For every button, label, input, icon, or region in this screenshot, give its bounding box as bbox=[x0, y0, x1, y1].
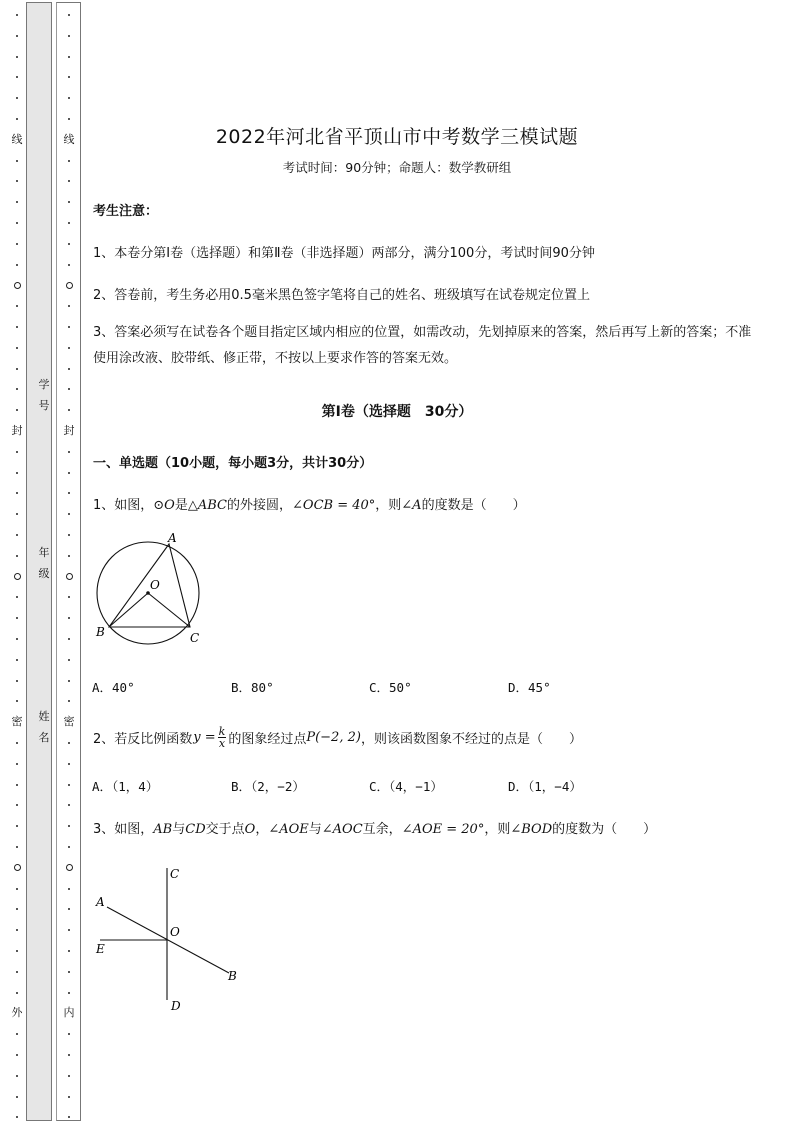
section-heading: 一、单选题（10小题，每小题3分，共计30分） bbox=[93, 456, 373, 471]
margin-circle-mark bbox=[66, 282, 73, 289]
margin-dot bbox=[68, 368, 70, 370]
q3-text-i: 与 bbox=[308, 822, 322, 837]
margin-dot bbox=[16, 243, 18, 245]
q1-label-b: B bbox=[96, 625, 105, 639]
q2-text-e: ，则该函数图象不经过的点是（ ） bbox=[360, 732, 582, 747]
margin-dot bbox=[16, 1075, 18, 1077]
q1-angle-a: ∠A bbox=[401, 498, 422, 513]
q1-label-a: A bbox=[168, 532, 177, 545]
margin-dot bbox=[16, 555, 18, 557]
margin-dot bbox=[16, 56, 18, 58]
margin-dot bbox=[16, 513, 18, 515]
q2-option-b[interactable]: B．（2，−2） bbox=[231, 779, 305, 794]
margin-dot bbox=[16, 472, 18, 474]
margin-dot bbox=[16, 222, 18, 224]
margin-dot bbox=[16, 201, 18, 203]
margin-dot bbox=[16, 992, 18, 994]
notice-item-3: 3、答案必须写在试卷各个题目指定区域内相应的位置，如需改动，先划掉原来的答案，然后再写上新的答案；不准使用涂改液、胶带纸、修正带，不按以上要求作答的答案无效。 bbox=[93, 325, 752, 366]
q3-text-o: 的度数为（ ） bbox=[552, 822, 657, 837]
margin-dot bbox=[16, 35, 18, 37]
margin-circle-mark bbox=[14, 282, 21, 289]
margin-dot bbox=[68, 763, 70, 765]
margin-dot bbox=[68, 472, 70, 474]
margin-dot bbox=[16, 180, 18, 182]
q3-point-o: O bbox=[244, 822, 256, 837]
margin-dot bbox=[16, 846, 18, 848]
field-student-number: 学号 bbox=[38, 378, 50, 412]
margin-circle-mark bbox=[14, 573, 21, 580]
margin-dot bbox=[68, 347, 70, 349]
margin-dot bbox=[68, 35, 70, 37]
question-1-stem bbox=[93, 494, 526, 513]
margin-dot bbox=[16, 908, 18, 910]
q1-text-i: 的度数是（ ） bbox=[421, 498, 526, 513]
margin-dot bbox=[68, 14, 70, 16]
q3-text-a: 3、如图， bbox=[93, 822, 154, 837]
notice-item-1: 1、本卷分第I卷（选择题）和第Ⅱ卷（非选择题）两部分，满分100分，考试时间90分钟 bbox=[93, 246, 595, 261]
q2-fraction bbox=[218, 726, 227, 749]
question-2-stem bbox=[93, 726, 582, 749]
q1-triangle: △ABC bbox=[187, 498, 227, 513]
q3-label-c: C bbox=[170, 867, 180, 881]
margin-dot bbox=[16, 1054, 18, 1056]
q2-option-d[interactable]: D．（1，−4） bbox=[508, 779, 582, 794]
q3-angle-aoc: ∠AOC bbox=[321, 822, 363, 837]
margin-dot bbox=[16, 950, 18, 952]
margin-dot bbox=[68, 56, 70, 58]
margin-dot bbox=[16, 347, 18, 349]
margin-dot bbox=[68, 846, 70, 848]
q1-text-c: 是 bbox=[174, 498, 188, 513]
margin-char-xian-right: 线 bbox=[63, 133, 75, 146]
margin-circle-mark bbox=[66, 573, 73, 580]
q1-segment-oc bbox=[148, 593, 190, 627]
margin-char-mi-left: 密 bbox=[11, 715, 23, 728]
q2-text-c: 的图象经过点 bbox=[228, 732, 307, 747]
margin-dot bbox=[16, 638, 18, 640]
margin-dot bbox=[16, 929, 18, 931]
q1-figure bbox=[88, 532, 218, 650]
margin-dot bbox=[68, 534, 70, 536]
margin-dot bbox=[68, 555, 70, 557]
q3-text-e: 交于点 bbox=[205, 822, 245, 837]
margin-char-nei: 内 bbox=[63, 1006, 75, 1019]
margin-dot bbox=[68, 243, 70, 245]
margin-dot bbox=[16, 888, 18, 890]
question-3-stem bbox=[93, 818, 656, 837]
page-title: 2022年河北省平顶山市中考数学三模试题 bbox=[215, 126, 579, 148]
q3-text-c: 与 bbox=[172, 822, 186, 837]
margin-circle-mark bbox=[66, 864, 73, 871]
margin-dot bbox=[16, 388, 18, 390]
q2-point-p: P(−2, 2) bbox=[306, 730, 361, 745]
margin-char-feng-right: 封 bbox=[63, 424, 75, 437]
exam-info: 考试时间：90分钟；命题人：数学教研组 bbox=[282, 160, 512, 175]
q1-text-e: 的外接圆， bbox=[227, 498, 293, 513]
q1-option-c[interactable]: C．50° bbox=[369, 680, 412, 695]
q2-option-a[interactable]: A．（1，4） bbox=[92, 779, 159, 794]
margin-dot bbox=[16, 368, 18, 370]
margin-dot bbox=[16, 492, 18, 494]
notice-heading: 考生注意： bbox=[93, 204, 159, 219]
margin-char-feng-left: 封 bbox=[11, 424, 23, 437]
margin-dot bbox=[16, 97, 18, 99]
margin-char-mi-right: 密 bbox=[63, 715, 75, 728]
q1-option-a[interactable]: A．40° bbox=[92, 680, 135, 695]
margin-dot bbox=[68, 659, 70, 661]
margin-dot bbox=[68, 118, 70, 120]
margin-char-wai: 外 bbox=[11, 1006, 23, 1019]
margin-dot bbox=[16, 1033, 18, 1035]
q1-segment-ob bbox=[109, 593, 148, 627]
margin-dot bbox=[68, 680, 70, 682]
q1-text-a: 1、如图， bbox=[93, 498, 154, 513]
margin-char-xian-left: 线 bbox=[11, 133, 23, 146]
margin-dot bbox=[68, 971, 70, 973]
margin-dot bbox=[16, 1096, 18, 1098]
q1-label-o: O bbox=[150, 578, 160, 592]
margin-dot bbox=[16, 825, 18, 827]
margin-dot bbox=[16, 763, 18, 765]
margin-dot bbox=[68, 1054, 70, 1056]
margin-dot bbox=[16, 784, 18, 786]
q1-angle-ocb: ∠OCB = 40° bbox=[292, 498, 376, 513]
q3-line-ab: AB bbox=[153, 822, 173, 837]
margin-dot bbox=[16, 326, 18, 328]
margin-dot bbox=[68, 638, 70, 640]
field-name: 姓名 bbox=[38, 710, 50, 744]
q1-option-d[interactable]: D．45° bbox=[508, 680, 551, 695]
margin-dot bbox=[16, 76, 18, 78]
margin-dot bbox=[16, 700, 18, 702]
q1-label-c: C bbox=[190, 631, 200, 645]
margin-dot bbox=[16, 742, 18, 744]
q2-text-a: 2、若反比例函数 bbox=[93, 732, 193, 747]
field-grade: 年级 bbox=[38, 546, 50, 580]
margin-dot bbox=[16, 680, 18, 682]
margin-dot bbox=[16, 451, 18, 453]
margin-dot bbox=[16, 118, 18, 120]
margin-dot bbox=[16, 264, 18, 266]
margin-dot bbox=[16, 534, 18, 536]
margin-circle-mark bbox=[14, 864, 21, 871]
margin-dot bbox=[16, 804, 18, 806]
margin-dot bbox=[68, 742, 70, 744]
q3-text-g: ， bbox=[255, 822, 269, 837]
q3-angle-aoe-value: ∠AOE = 20° bbox=[401, 822, 485, 837]
q3-angle-aoe: ∠AOE bbox=[268, 822, 309, 837]
margin-dot bbox=[68, 1096, 70, 1098]
margin-dot bbox=[16, 659, 18, 661]
margin-dot bbox=[68, 451, 70, 453]
margin-dot bbox=[16, 971, 18, 973]
q3-label-b: B bbox=[228, 969, 237, 983]
q2-fraction-numerator: k bbox=[218, 725, 226, 738]
q3-label-e: E bbox=[96, 942, 105, 956]
margin-dot bbox=[16, 617, 18, 619]
q3-label-a: A bbox=[96, 895, 105, 909]
margin-dot bbox=[68, 950, 70, 952]
q1-circle-o: ⊙O bbox=[153, 498, 175, 513]
q3-line-cd: CD bbox=[185, 822, 206, 837]
margin-dot bbox=[16, 14, 18, 16]
margin-dot bbox=[68, 784, 70, 786]
q3-label-o: O bbox=[170, 925, 180, 939]
q2-option-c[interactable]: C．（4，−1） bbox=[369, 779, 443, 794]
margin-dot bbox=[16, 596, 18, 598]
q3-label-d: D bbox=[171, 999, 181, 1013]
margin-dot bbox=[68, 1075, 70, 1077]
notice-item-2: 2、答卷前，考生务必用0.5毫米黑色签字笔将自己的姓名、班级填写在试卷规定位置上 bbox=[93, 288, 590, 303]
margin-dot bbox=[68, 888, 70, 890]
q2-function-y: y = bbox=[193, 730, 216, 745]
q3-text-k: 互余， bbox=[362, 822, 402, 837]
margin-dot bbox=[16, 1116, 18, 1118]
q2-fraction-denominator: x bbox=[218, 737, 226, 750]
q1-text-g: ，则 bbox=[375, 498, 402, 513]
margin-dot bbox=[68, 992, 70, 994]
q3-text-m: ，则 bbox=[484, 822, 511, 837]
margin-dot bbox=[16, 305, 18, 307]
q3-figure bbox=[88, 862, 248, 1020]
q3-angle-bod: ∠BOD bbox=[510, 822, 553, 837]
q1-option-b[interactable]: B．80° bbox=[231, 680, 274, 695]
margin-dot bbox=[68, 222, 70, 224]
part-title: 第I卷（选择题 30分） bbox=[321, 404, 473, 420]
margin-dot bbox=[68, 326, 70, 328]
margin-dot bbox=[68, 264, 70, 266]
